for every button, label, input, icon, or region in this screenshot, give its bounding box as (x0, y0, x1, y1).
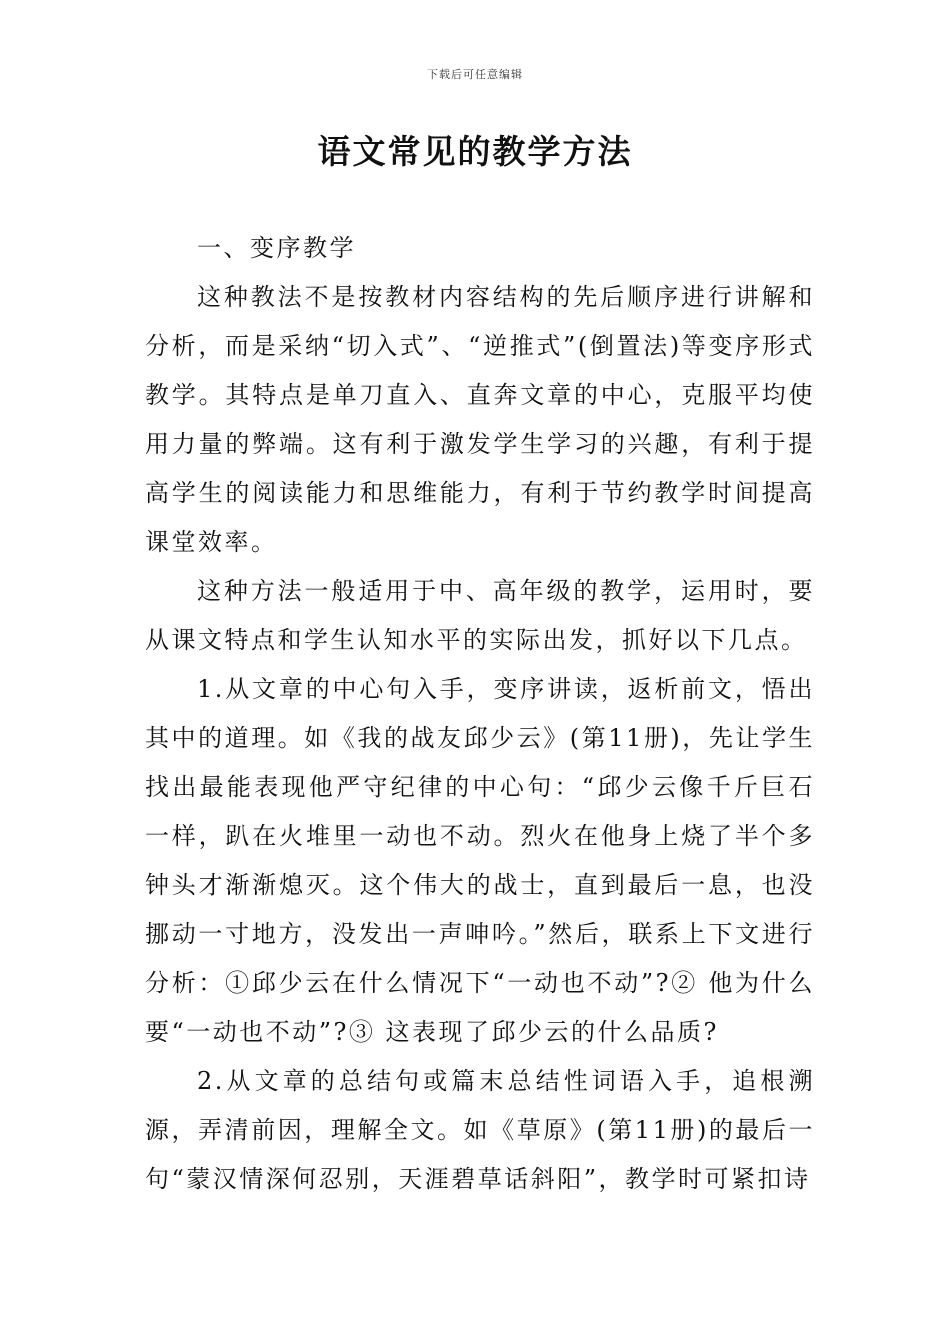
body-paragraph: 这种教法不是按教材内容结构的先后顺序进行讲解和分析，而是采纳“切入式”、“逆推式”(倒置法)等变序形式教学。其特点是单刀直入、直奔文章的中心，克服平均使用力量的弊端。这有利于激发学生学习的兴趣，有利于提高学生的阅读能力和思维能力，有利于节约教学时间提高课堂效率。 (145, 283, 815, 556)
body-paragraph: 这种方法一般适用于中、高年级的教学，运用时，要从课文特点和学生认知水平的实际出发，抓好以下几点。 (145, 577, 815, 654)
body-paragraph: 2.从文章的总结句或篇末总结性词语入手，追根溯源，弄清前因，理解全文。如《草原》(第11册)的最后一句“蒙汉情深何忍别，天涯碧草话斜阳”，教学时可紧扣诗 (145, 1067, 815, 1193)
document-title: 语文常见的教学方法 (317, 132, 633, 171)
document-body (145, 224, 815, 1204)
section-heading: 一、变序教学 (197, 234, 356, 262)
body-paragraph: 1.从文章的中心句入手，变序讲读，返析前文，悟出其中的道理。如《我的战友邱少云》(第11册)，先让学生找出最能表现他严守纪律的中心句：“邱少云像千斤巨石一样，趴在火堆里一动也不动。烈火在他身上烧了半个多钟头才渐渐熄灭。这个伟大的战士，直到最后一息，也没挪动一寸地方，没发出一声呻吟。”然后，联系上下文进行分析：①邱少云在什么情况下“一动也不动”?② 他为什么要“一动也不动”?③ 这表现了邱少云的什么品质? (145, 675, 815, 1046)
header-note: 下载后可任意编辑 (427, 68, 523, 81)
